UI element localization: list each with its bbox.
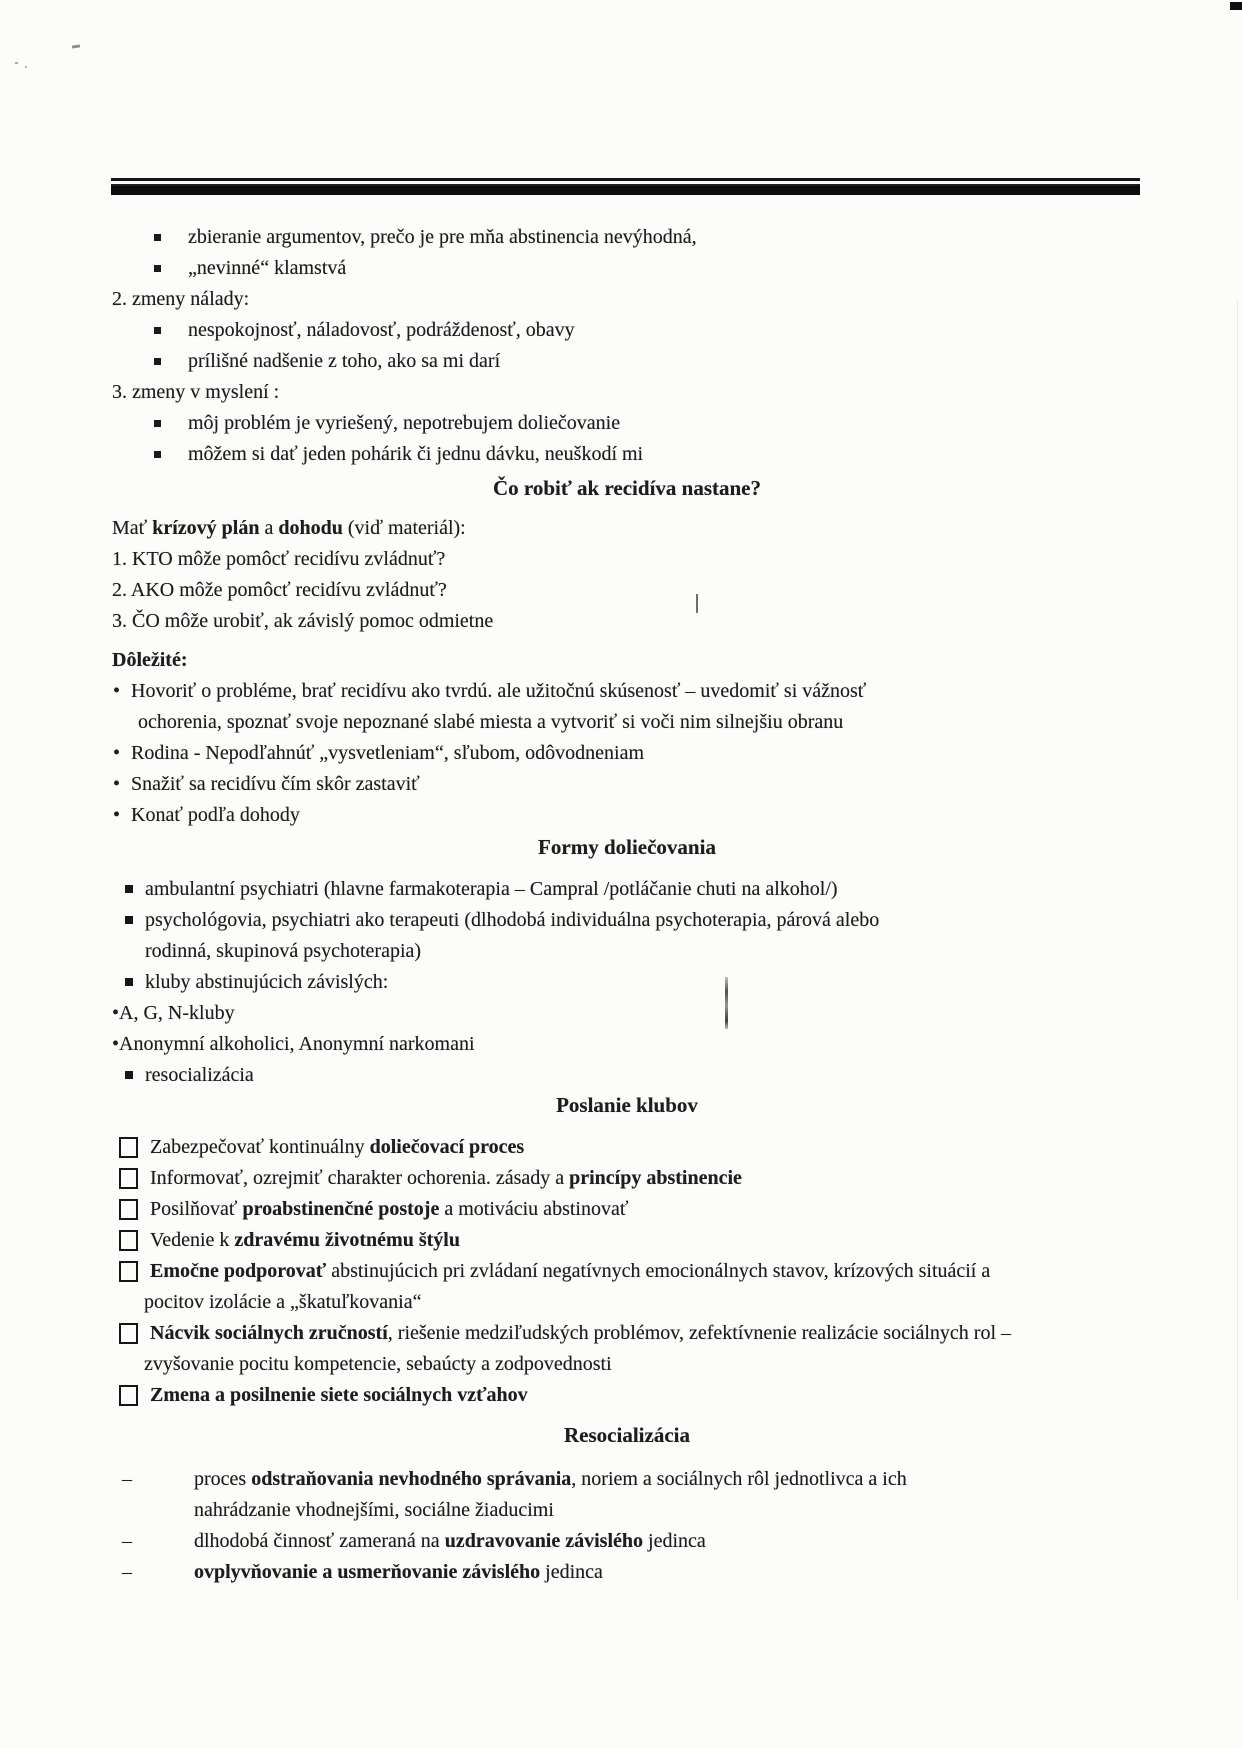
dash-item: [112, 1464, 1142, 1495]
bullet-item-text: môžem si dať jeden pohárik či jednu dávku, neuškodí mi: [188, 443, 644, 465]
bullet-item: [112, 874, 1142, 905]
numbered-item: [112, 544, 1142, 575]
numbered-item: [112, 575, 1142, 606]
section-heading-recidiva: Čo robiť ak recidíva nastane?: [492, 476, 762, 500]
dash-item: [112, 1557, 1142, 1588]
square-bullet-icon: [125, 978, 133, 986]
checkbox-item: [112, 1163, 1142, 1194]
checkbox-icon: [119, 1230, 138, 1251]
bullet-item: [112, 998, 1142, 1029]
text-line: [112, 513, 1142, 544]
dot-bullet-icon: •: [113, 680, 121, 702]
continuation-line: [112, 1287, 1142, 1318]
bullet-item: [112, 769, 1142, 800]
bullet-item-text: Snažiť sa recidívu čím skôr zastaviť: [131, 773, 420, 795]
bullet-item: [112, 676, 1142, 707]
section-heading-poslanie: Poslanie klubov: [556, 1093, 698, 1117]
dot-bullet-icon: •: [113, 804, 121, 826]
square-bullet-icon: [154, 358, 161, 365]
numbered-item-text: 3. zmeny v myslení :: [112, 381, 280, 403]
scan-artifact-speck: [25, 66, 27, 68]
checkbox-item-text: Zmena a posilnenie siete sociálnych vzťahov: [150, 1384, 528, 1406]
aftercare-forms-list: [112, 874, 1142, 1091]
checkbox-icon: [119, 1168, 138, 1189]
continuation-line: [112, 1495, 1142, 1526]
important-notes-list: [112, 645, 1142, 831]
square-bullet-icon: [154, 265, 161, 272]
bullet-item: [112, 738, 1142, 769]
document-content: [112, 196, 1142, 1588]
bullet-item-text: ambulantní psychiatri (hlavne farmakoterapia – Campral /potláčanie chuti na alkohol/): [145, 878, 838, 900]
square-bullet-icon: [125, 1071, 133, 1079]
bullet-item-text: Konať podľa dohody: [131, 804, 300, 826]
bullet-item: [112, 346, 1142, 377]
numbered-item-text: 3. ČO môže urobiť, ak závislý pomoc odmietne: [112, 610, 494, 632]
checkbox-icon: [119, 1385, 138, 1406]
checkbox-item: [112, 1256, 1142, 1287]
top-rule-thin-line: [111, 178, 1140, 181]
checkbox-item-text: Vedenie k zdravému životnému štýlu: [150, 1229, 460, 1251]
checkbox-item-text: Informovať, ozrejmiť charakter ochorenia. zásady a princípy abstinencie: [150, 1167, 742, 1189]
scan-artifact-corner: [1230, 2, 1242, 10]
dash-item-text: ovplyvňovanie a usmerňovanie závislého jedinca: [194, 1561, 603, 1583]
bullet-item-text: Anonymní alkoholici, Anonymní narkomani: [119, 1033, 475, 1055]
checkbox-item-text: Nácvik sociálnych zručností, riešenie medziľudských problémov, zefektívnenie realizácie sociálnych rol –: [150, 1322, 1012, 1344]
bullet-item-text: psychológovia, psychiatri ako terapeuti (dlhodobá individuálna psychoterapia, párová alebo: [145, 909, 880, 931]
bullet-item-text: môj problém je vyriešený, nepotrebujem doliečovanie: [188, 412, 621, 434]
continuation-line: [112, 936, 1142, 967]
numbered-item-text: 1. KTO môže pomôcť recidívu zvládnuť?: [112, 548, 446, 570]
crisis-plan-list: [112, 513, 1142, 637]
section-heading-formy: Formy doliečovania: [538, 835, 716, 859]
bullet-item-text: A, G, N-kluby: [119, 1002, 235, 1024]
checkbox-icon: [119, 1199, 138, 1220]
numbered-item: [112, 377, 1142, 408]
numbered-item: [112, 606, 1142, 637]
continuation-text: pocitov izolácie a „škatuľkovania“: [144, 1291, 422, 1313]
continuation-line: [112, 1349, 1142, 1380]
checkbox-icon: [119, 1137, 138, 1158]
dot-bullet-icon: •: [113, 773, 121, 795]
bullet-item: [112, 439, 1142, 470]
subsection-title: Dôležité:: [112, 649, 188, 671]
square-bullet-icon: [125, 885, 133, 893]
bullet-item-text: nespokojnosť, náladovosť, podráždenosť, obavy: [188, 319, 575, 341]
dash-item-text: proces odstraňovania nevhodného správania, noriem a sociálnych rôl jednotlivca a ich: [194, 1468, 907, 1490]
checkbox-icon: [119, 1261, 138, 1282]
checkbox-item: [112, 1132, 1142, 1163]
resocialization-list: [112, 1464, 1142, 1588]
continuation-text: zvyšovanie pocitu kompetencie, sebaúcty a zodpovednosti: [144, 1353, 612, 1375]
scan-artifact-speck: [72, 44, 80, 48]
bullet-item: [112, 967, 1142, 998]
continuation-line: [112, 707, 1142, 738]
bullet-item: [112, 222, 1142, 253]
dash-icon: –: [122, 1468, 132, 1490]
continuation-text: ochorenia, spoznať svoje nepoznané slabé miesta a vytvoriť si voči nim silnejšiu obranu: [138, 711, 844, 733]
bullet-item: [112, 800, 1142, 831]
top-rule: [111, 178, 1140, 195]
numbered-item-text: 2. AKO môže pomôcť recidívu zvládnuť?: [112, 579, 447, 601]
bullet-item-text: zbieranie argumentov, prečo je pre mňa abstinencia nevýhodná,: [188, 226, 697, 248]
top-rule-thick-line: [111, 184, 1140, 195]
checkbox-item: [112, 1380, 1142, 1411]
bullet-item: [112, 1060, 1142, 1091]
dot-bullet-icon: •: [112, 1033, 120, 1055]
bullet-item: [112, 315, 1142, 346]
dash-item-text: dlhodobá činnosť zameraná na uzdravovanie závislého jedinca: [194, 1530, 706, 1552]
continuation-text: rodinná, skupinová psychoterapia): [145, 940, 422, 962]
section-heading-resocializacia: Resocializácia: [564, 1423, 690, 1447]
square-bullet-icon: [125, 916, 133, 924]
checkbox-item-text: Posilňovať proabstinenčné postoje a motiváciu abstinovať: [150, 1198, 629, 1220]
checkbox-icon: [119, 1323, 138, 1344]
dash-item: [112, 1526, 1142, 1557]
bullet-item-text: „nevinné“ klamstvá: [188, 257, 347, 279]
bullet-item: [112, 1029, 1142, 1060]
bullet-item-text: resocializácia: [145, 1064, 254, 1086]
square-bullet-icon: [154, 234, 161, 241]
dot-bullet-icon: •: [112, 1002, 120, 1024]
dash-icon: –: [122, 1561, 132, 1583]
bullet-item: [112, 905, 1142, 936]
dash-icon: –: [122, 1530, 132, 1552]
bullet-item: [112, 253, 1142, 284]
numbered-item-text: 2. zmeny nálady:: [112, 288, 250, 310]
checkbox-item: [112, 1318, 1142, 1349]
checkbox-item-text: Zabezpečovať kontinuálny doliečovací proces: [150, 1136, 525, 1158]
square-bullet-icon: [154, 451, 161, 458]
bullet-item-text: prílišné nadšenie z toho, ako sa mi darí: [188, 350, 501, 372]
checkbox-item: [112, 1225, 1142, 1256]
square-bullet-icon: [154, 420, 161, 427]
bullet-item-text: kluby abstinujúcich závislých:: [145, 971, 389, 993]
bullet-item: [112, 408, 1142, 439]
dot-bullet-icon: •: [113, 742, 121, 764]
bullet-item-text: Hovoriť o probléme, brať recidívu ako tvrdú. ale užitočnú skúsenosť – uvedomiť si vážnosť: [131, 680, 867, 702]
club-mission-checklist: [112, 1132, 1142, 1411]
text-line-segments: Mať krízový plán a dohodu (viď materiál):: [112, 517, 466, 539]
bullet-item-text: Rodina - Nepodľahnúť „vysvetleniam“, sľubom, odôvodneniam: [131, 742, 645, 764]
checkbox-item: [112, 1194, 1142, 1225]
relapse-warning-signs-list: [112, 222, 1142, 470]
continuation-text: nahrádzanie vhodnejšími, sociálne žiaducimi: [194, 1499, 554, 1521]
scan-artifact-speck: [15, 62, 18, 64]
numbered-item: [112, 284, 1142, 315]
checkbox-item-text: Emočne podporovať abstinujúcich pri zvládaní negatívnych emocionálnych stavov, krízových situácií a: [150, 1260, 991, 1282]
scan-artifact-edge: [1237, 300, 1238, 1600]
square-bullet-icon: [154, 327, 161, 334]
